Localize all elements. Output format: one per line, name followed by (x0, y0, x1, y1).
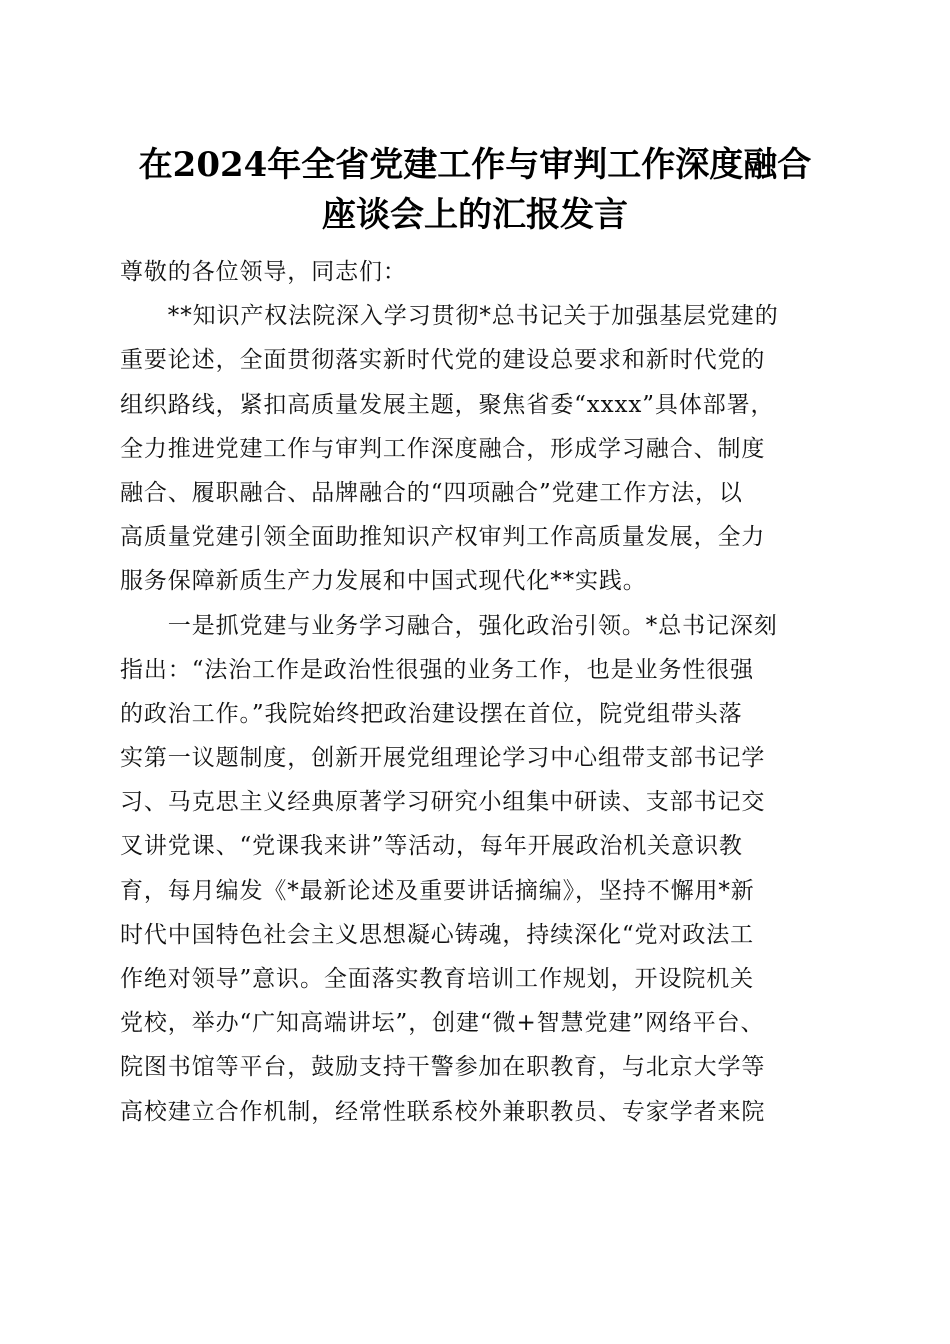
document-body (120, 250, 830, 1134)
paragraph-line: 育，每月编发《*最新论述及重要讲话摘编》，坚持不懈用*新 (120, 877, 755, 904)
paragraph-line: 服务保障新质生产力发展和中国式现代化**实践。 (120, 568, 647, 595)
greeting: 尊敬的各位领导，同志们： (120, 259, 407, 285)
paragraph-line: 组织路线，紧扣高质量发展主题，聚焦省委“xxxx”具体部署， (120, 391, 775, 418)
paragraph-line: 实第一议题制度，创新开展党组理论学习中心组带支部书记学 (120, 745, 766, 772)
paragraph-1 (120, 294, 830, 603)
paragraph-line: 一是抓党建与业务学习融合，强化政治引领。*总书记深刻 (120, 612, 778, 639)
paragraph-line: 融合、履职融合、品牌融合的“四项融合”党建工作方法，以 (120, 479, 743, 506)
paragraph-line: 党校，举办“广知高端讲坛”，创建“微+智慧党建”网络平台、 (120, 1010, 765, 1037)
paragraph-line: 习、马克思主义经典原著学习研究小组集中研读、支部书记交 (120, 789, 766, 816)
paragraph-line: 高校建立合作机制，经常性联系校外兼职教员、专家学者来院 (120, 1098, 766, 1125)
title-line-2: 座谈会上的汇报发言 (322, 195, 628, 235)
paragraph-line: 时代中国特色社会主义思想凝心铸魂，持续深化“党对政法工 (120, 921, 755, 948)
paragraph-line: 作绝对领导”意识。全面落实教育培训工作规划，开设院机关 (120, 966, 755, 992)
document-title (100, 140, 850, 240)
paragraph-line: 全力推进党建工作与审判工作深度融合，形成学习融合、制度 (120, 435, 766, 462)
title-line-1: 在2024年全省党建工作与审判工作深度融合 (138, 145, 812, 185)
paragraph-line: 院图书馆等平台，鼓励支持干警参加在职教育，与北京大学等 (120, 1054, 766, 1081)
paragraph-line: 高质量党建引领全面助推知识产权审判工作高质量发展，全力 (120, 524, 766, 551)
paragraph-line: **知识产权法院深入学习贯彻*总书记关于加强基层党建的 (120, 303, 779, 330)
paragraph-line: 重要论述，全面贯彻落实新时代党的建设总要求和新时代党的 (120, 347, 766, 374)
paragraph-line: 的政治工作。”我院始终把政治建设摆在首位，院党组带头落 (120, 700, 743, 727)
paragraph-2 (120, 604, 830, 1134)
paragraph-line: 指出：“法治工作是政治性很强的业务工作，也是业务性很强 (120, 656, 755, 683)
paragraph-line: 叉讲党课、“党课我来讲”等活动，每年开展政治机关意识教 (120, 833, 743, 860)
